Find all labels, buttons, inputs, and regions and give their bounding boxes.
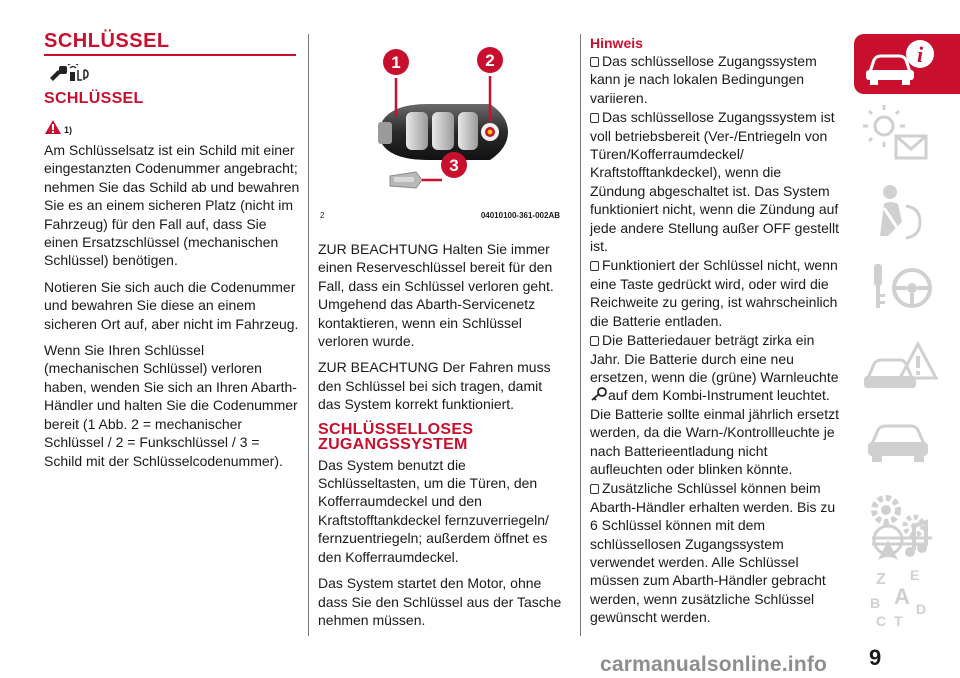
sidebar-tab-maintenance[interactable] (854, 406, 960, 476)
column-middle (318, 34, 566, 637)
info-glyph: i (916, 42, 924, 67)
checkbox-bullet-icon (590, 113, 599, 123)
figure-caption (318, 209, 566, 220)
note-item (590, 256, 840, 330)
section-heading (318, 422, 566, 452)
callout-label-2: 2 (485, 51, 495, 70)
index-letter: E (910, 567, 920, 583)
note-item (590, 108, 840, 255)
note-item (590, 479, 840, 626)
section-subtitle: SCHLÜSSEL (44, 90, 144, 107)
sidebar-tab-car-info[interactable] (854, 34, 960, 94)
paragraph: Am Schlüsselsatz ist ein Schild mit einer eingestanzten Codenummer angebracht; nehmen Sie das Schild ab und bewahren Sie es an einem sicheren Platz (nicht im Fahrzeug) für den Fall auf, dass Sie einen Ersatzschlüssel (mechanischen Schlüssel) benötigen. (44, 142, 300, 269)
index-letter: D (916, 601, 927, 617)
note-text: Die Batteriedauer beträgt zirka ein Jahr. Die Batterie durch eine neu ersetzen, wenn die (grüne) Warnleuchte (590, 332, 839, 385)
paragraph: Das System benutzt die Schlüsseltasten, um die Türen, den Kofferraumdeckel und den Kraftstofftankdeckel fernzuverriegeln/ fernzuentriegeln; außerdem öffnet es den Kofferraumdeckel. (318, 456, 549, 565)
paragraph: Wenn Sie Ihren Schlüssel (mechanischen Schlüssel) verloren haben, wenden Sie sich an Ihren Abarth-Händler und halten Sie die Codenummer bereit (1 Abb. 2 = mechanischer Schlüssel / 2 = Funkschlüssel / 3 = Schild mit der Schlüsselcodenummer). (44, 342, 298, 469)
note-text: Zusätzliche Schlüssel können beim Abarth-Händler erhalten werden. Bis zu 6 Schlüssel können mit dem schlüssellosen Zugangssystem verwendet werden. Alle Schlüssel müssen zum Abarth-Händler gebracht werden, wenn zusätzliche Schlüssel gewünscht werden. (590, 480, 836, 626)
sidebar-tab-lights-messages[interactable] (854, 102, 960, 172)
column-right (590, 34, 840, 628)
music-nav-icon (854, 506, 950, 572)
warning-lights-icon (854, 102, 950, 172)
section-heading-line2: ZUGANGSSYSTEM (318, 435, 468, 453)
note-heading: Hinweis (590, 35, 643, 51)
callout-label-3: 3 (449, 156, 459, 175)
key-warning-light-icon (590, 387, 608, 401)
warning-ref-number: 1) (64, 125, 73, 135)
key-icon (48, 64, 300, 82)
sidebar-tab-driving[interactable] (854, 254, 960, 322)
page-title: SCHLÜSSEL (44, 30, 170, 52)
column-divider-1 (308, 34, 309, 636)
note-text: auf dem Kombi-Instrument leuchtet. Die Batterie sollte einmal jährlich ersetzt werden, da die Warn-/Kontrollleuchte je nach Batterieentladung nicht aufleuchten oder blinken könnte. (590, 387, 839, 477)
note-item (590, 52, 840, 107)
sidebar-tab-multimedia-icon[interactable] (854, 506, 960, 572)
index-letter: Z (876, 571, 886, 588)
sidebar-tab-index[interactable] (854, 564, 960, 632)
seatbelt-airbag-icon (854, 178, 950, 248)
sidebar-tab-emergency[interactable] (854, 328, 960, 400)
car-info-icon (854, 34, 950, 94)
paragraph: Das System startet den Motor, ohne dass Sie den Schlüssel aus der Tasche nehmen müssen. (318, 575, 562, 628)
column-left (44, 30, 300, 478)
checkbox-bullet-icon (590, 57, 599, 67)
note-text: Das schlüssellose Zugangssystem kann je nach lokalen Bedingungen variieren. (590, 53, 817, 106)
index-letter: C (876, 613, 887, 629)
paragraph: ZUR BEACHTUNG Der Fahren muss den Schlüssel bei sich tragen, damit das System korrekt funktioniert. (318, 359, 551, 413)
section-heading-line1: SCHLÜSSELLOSES (318, 420, 474, 438)
checkbox-bullet-icon (590, 261, 599, 271)
figure-number: 2 (320, 211, 325, 220)
note-text: Funktioniert der Schlüssel nicht, wenn eine Taste gedrückt wird, oder wird die Reichweite zu gering, ist wahrscheinlich die Batterie entladen. (590, 257, 838, 329)
title-rule (44, 54, 296, 56)
sidebar-tab-safety[interactable] (854, 178, 960, 248)
index-letter: B (870, 595, 881, 611)
paragraph: Notieren Sie sich auch die Codenummer und bewahren Sie diese an einem sicheren Ort auf, aber nicht im Fahrzeug. (44, 278, 299, 332)
figure-code: 04010100-361-002AB (480, 211, 560, 220)
watermark: carmanualsonline.info (600, 653, 828, 676)
note-item (590, 331, 840, 478)
alphabet-index-icon (854, 564, 950, 632)
index-letter: T (894, 613, 903, 629)
warning-ref (44, 117, 300, 135)
warning-triangle-icon (44, 119, 62, 135)
paragraph: ZUR BEACHTUNG Halten Sie immer einen Reserveschlüssel bereit für den Fall, dass ein Schlüssel verloren geht. Umgehend das Abarth-Servicenetz kontaktieren, wenn ein Schlüssel verloren wurde. (318, 241, 554, 350)
checkbox-bullet-icon (590, 336, 599, 346)
emergency-icon (854, 328, 950, 400)
steering-wheel-key-icon (854, 254, 950, 322)
page-number: 9 (869, 645, 882, 670)
figure-key-fob (318, 34, 566, 209)
callout-label-1: 1 (391, 53, 401, 72)
car-service-icon (854, 406, 950, 476)
index-letter: A (894, 584, 910, 609)
note-text: Das schlüssellose Zugangssystem ist voll betriebsbereit (Ver-/Entriegeln von Türen/Kofferraumdeckel/ Kraftstofftankdeckel), wenn die Zündung abgeschaltet ist. Das System funktioniert nicht, wenn die Zündung auf jede andere Stellung außer OFF gestellt ist. (590, 109, 840, 255)
checkbox-bullet-icon (590, 484, 599, 494)
column-divider-2 (580, 34, 581, 636)
